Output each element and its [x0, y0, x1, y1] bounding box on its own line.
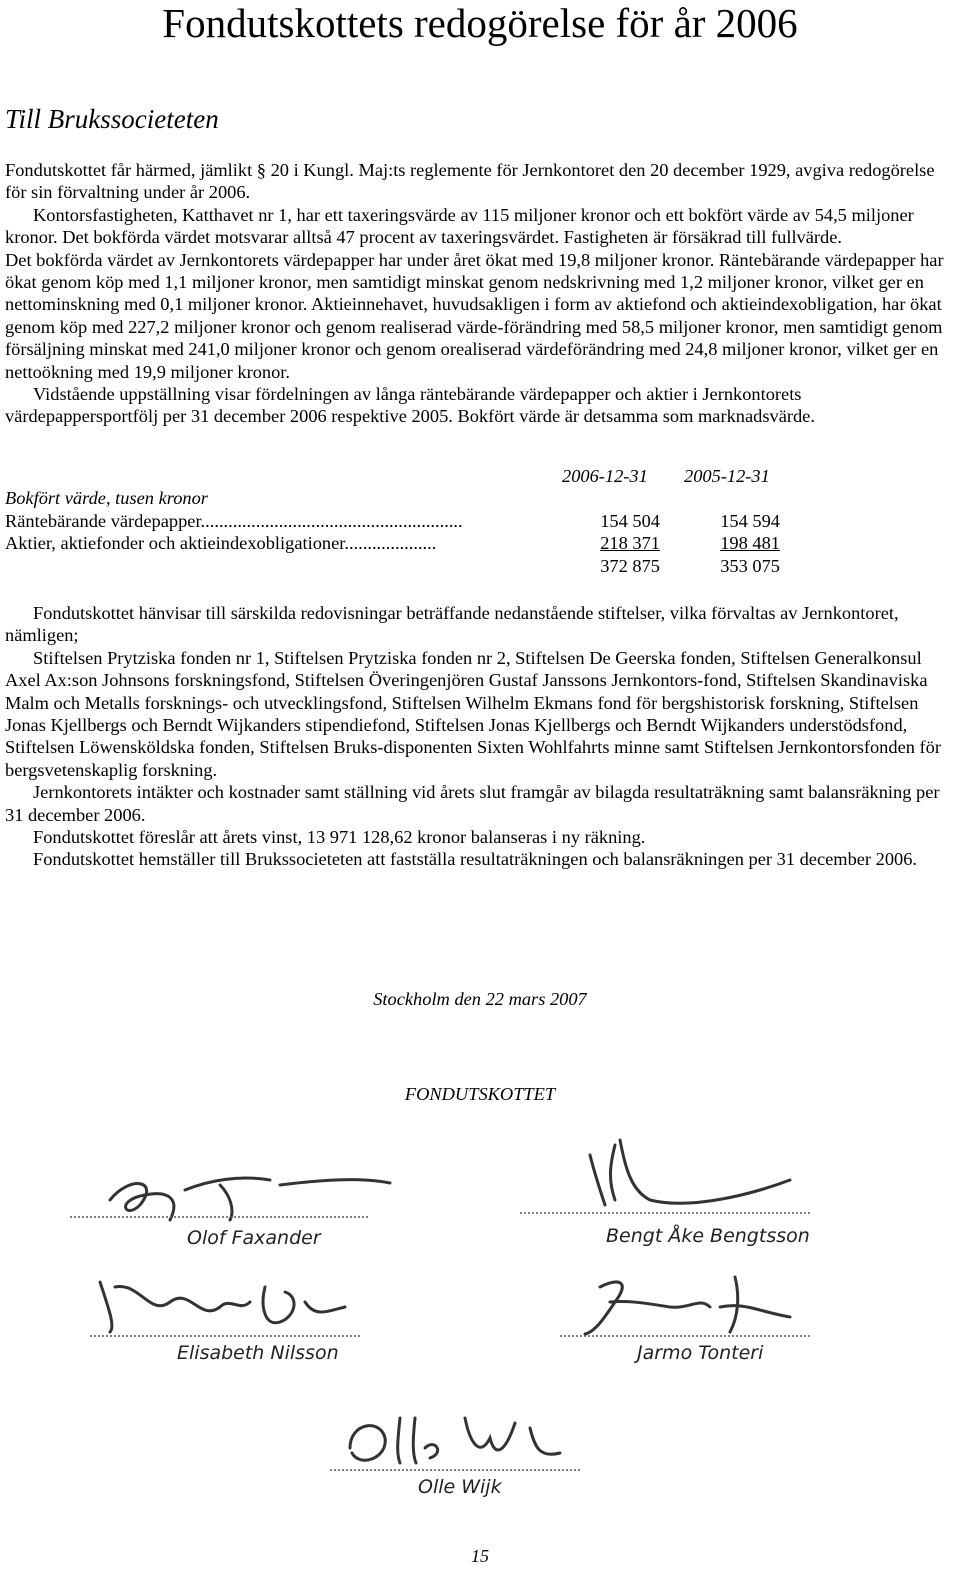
handwritten-signature-icon — [520, 1125, 820, 1225]
paragraph-portfolio: Vidstående uppställning visar fördelningen av långa räntebärande värdepapper och aktier i Jernkontorets värdepappersportfölj per 31 december 2006 respektive 2005. Bokfört värde är detsamma som marknadsvärde. — [5, 384, 815, 427]
page-number: 15 — [471, 1546, 489, 1566]
row-value-2006: 154 504 — [600, 510, 660, 531]
body-text-section-1 — [5, 159, 955, 428]
table-caption: Bokfört värde, tusen kronor — [5, 488, 208, 509]
table-total-row — [5, 555, 785, 577]
row-value-2005: 154 594 — [720, 510, 780, 531]
signatory-name: Jarmo Tonteri — [637, 1342, 764, 1364]
signature-bengtsson — [520, 1125, 820, 1247]
signature-tonteri — [560, 1262, 820, 1364]
table-row — [5, 532, 785, 554]
handwritten-signature-icon — [70, 1262, 370, 1342]
signature-nilsson — [70, 1262, 370, 1364]
signature-faxander — [70, 1155, 430, 1249]
column-header-2006: 2006-12-31 — [562, 466, 648, 486]
paragraph-income-statement: Jernkontorets intäkter och kostnader samt ställning vid årets slut framgår av bilagda resultaträkning samt balansräkning per 31 december 2006. — [5, 782, 940, 825]
place-and-date: Stockholm den 22 mars 2007 — [373, 989, 587, 1009]
valuation-table — [5, 465, 785, 577]
body-text-section-2 — [5, 602, 955, 871]
signatory-name: Olof Faxander — [187, 1227, 321, 1249]
paragraph-foundations-list: Stiftelsen Prytziska fonden nr 1, Stiftelsen Prytziska fonden nr 2, Stiftelsen De Geerska fonden, Stiftelsen Generalkonsul Axel Ax:son Johnsons forskningsfond, Stiftelsen Överingenjören Gustaf Janssons Jernkontors-fond, Stiftelsen Skandinaviska Malm och Metalls forsknings- och utvecklingsfond, Stiftelsen Wilhelm Ekmans fond för bergshistorisk forskning, Stiftelsen Jonas Kjellbergs och Berndt Wijkanders stipendiefond, Stiftelsen Jonas Kjellbergs och Berndt Wijkanders understödsfond, Stiftelsen Löwensköldska fonden, Stiftelsen Bruks-disponenten Sixten Wohlfahrts minne samt Stiftelsen Jernkontorsfonden för bergsvetenskaplig forskning. — [5, 647, 941, 780]
paragraph-profit: Fondutskottet föreslår att årets vinst, 13 971 128,62 kronor balanseras i ny räkning. — [33, 827, 646, 848]
total-2005: 353 075 — [720, 555, 780, 576]
paragraph-request: Fondutskottet hemställer till Brukssocieteten att fastställa resultaträkningen och balansräkningen per 31 december 2006. — [33, 849, 918, 870]
signatory-name: Olle Wijk — [418, 1476, 502, 1498]
handwritten-signature-icon — [330, 1398, 590, 1478]
paragraph-securities: Det bokförda värdet av Jernkontorets värdepapper har under året ökat med 19,8 miljoner kronor. Räntebärande värdepapper har ökat genom köp med 1,1 miljoner kronor, men samtidigt minskat genom nedskrivning med 1,2 miljoner kronor, vilket ger en nettominskning med 0,1 miljoner kronor. Aktieinnehavet, huvudsakligen i form av aktiefond och aktieindexobligation, har ökat genom köp med 227,2 miljoner kronor och genom realiserad värde-förändring med 58,5 miljoner kronor, men samtidigt genom försäljning minskat med 241,0 miljoner kronor och genom orealiserad värdeförändring med 24,8 miljoner kronor, vilket ger en nettoökning med 19,9 miljoner kronor. — [5, 249, 944, 382]
paragraph-property: Kontorsfastigheten, Katthavet nr 1, har ett taxeringsvärde av 115 miljoner kronor och ett bokfört värde av 54,5 miljoner kronor. Det bokförda värdet motsvarar alltså 47 procent av taxeringsvärdet. Fastigheten är försäkrad till fullvärde. — [5, 204, 914, 248]
row-label: Aktier, aktiefonder och aktieindexobligationer.................... — [5, 533, 437, 554]
signature-wijk — [330, 1398, 590, 1498]
paragraph-foundations-intro: Fondutskottet hänvisar till särskilda redovisningar beträffande nedanstående stiftelser, vilka förvaltas av Jernkontoret, nämligen; — [5, 603, 899, 646]
signatory-name: Bengt Åke Bengtsson — [606, 1225, 810, 1247]
column-header-2005: 2005-12-31 — [684, 466, 770, 486]
row-value-2006: 218 371 — [600, 533, 660, 554]
document-title: Fondutskottets redogörelse för år 2006 — [162, 0, 798, 46]
total-2006: 372 875 — [600, 555, 660, 576]
handwritten-signature-icon — [560, 1262, 820, 1342]
table-header-row — [5, 465, 785, 487]
row-value-2005: 198 481 — [720, 533, 780, 554]
signatory-name: Elisabeth Nilsson — [177, 1342, 339, 1364]
table-caption-row — [5, 487, 785, 509]
handwritten-signature-icon — [70, 1155, 430, 1230]
table-row — [5, 510, 785, 532]
row-label: Räntebärande värdepapper......................................................... — [5, 510, 463, 531]
paragraph-intro: Fondutskottet får härmed, jämlikt § 20 i Kungl. Maj:ts reglemente för Jernkontoret den 20 december 1929, avgiva redogörelse för sin förvaltning under år 2006. — [5, 160, 935, 203]
salutation: Till Brukssocieteten — [5, 104, 219, 134]
committee-name: FONDUTSKOTTET — [404, 1084, 556, 1104]
